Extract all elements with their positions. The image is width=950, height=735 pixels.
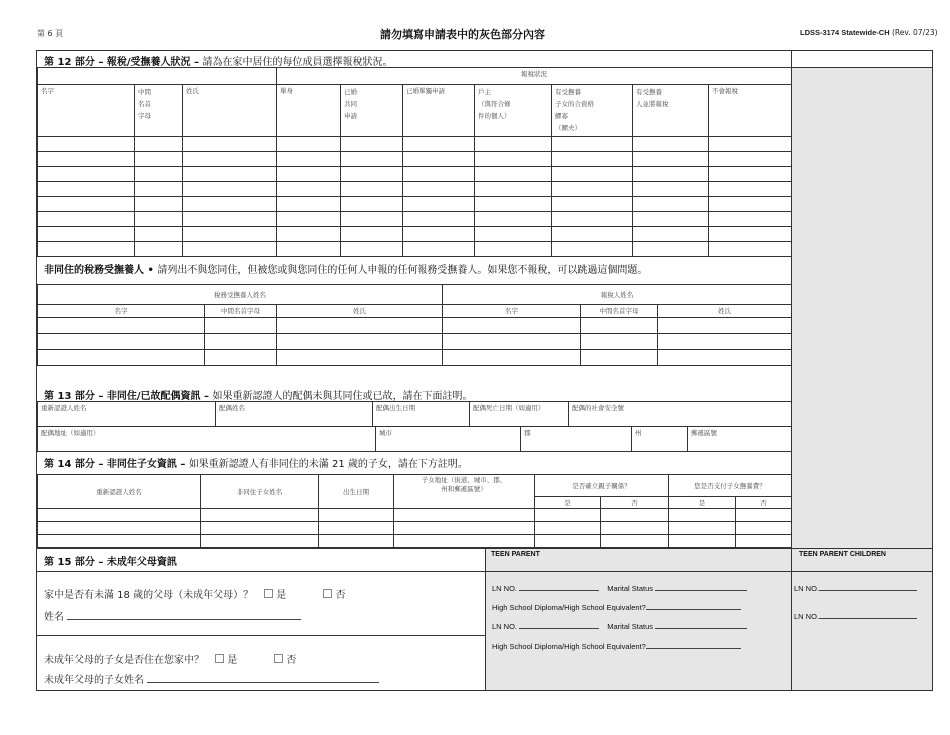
col-will-not-file: 不會報稅 [709, 85, 792, 137]
nonresident-instruction: 請列出不與您同住，但被您或與您同住的任何人申報的任何報務受撫養人。如果您不報稅，可以跳過這個問題。 [157, 265, 648, 276]
col-child-name: 非同住子女姓名 [201, 475, 319, 509]
col-middle-initial: 中間 名首 字母 [135, 85, 183, 137]
form-border [36, 50, 933, 691]
col-child-address: 子女地址（街道、城市、郡、 州和郵遞區號） [394, 475, 535, 509]
tp-hs-label-1: High School Diploma/High School Equivalent? [492, 603, 646, 612]
paternity-no: 否 [601, 497, 669, 509]
dependent-name-group: 稅務受撫養人姓名 [38, 285, 443, 305]
spouse-dod-field[interactable]: 配偶死亡日期（如適用） [470, 402, 569, 427]
col-head-of-household: 戶主 （與符合條 件的個人） [475, 85, 552, 137]
col-married-joint: 已婚 共同 申請 [341, 85, 403, 137]
form-code: LDSS-3174 Statewide-CH [800, 28, 890, 37]
section15-header: 第 15 部分 – 未成年父母資訊 [44, 557, 177, 568]
spouse-zip-field[interactable]: 郵遞區號 [688, 427, 792, 452]
dep-last-name: 姓氏 [277, 305, 443, 318]
spouse-state-field[interactable]: 州 [632, 427, 688, 452]
tpc-ln-label-1: LN NO. [794, 584, 820, 593]
col-recertifier-name: 重新認證人姓名 [38, 475, 201, 509]
col-child-dob: 出生日期 [319, 475, 394, 509]
teen-parent-header: TEEN PARENT [491, 551, 540, 558]
tpc-ln-label-2: LN NO. [794, 612, 820, 621]
filer-first-name: 名字 [443, 305, 581, 318]
q2-yes-label: 是 [227, 655, 238, 666]
support-yes: 是 [669, 497, 736, 509]
col-child-support: 您是否支付子女撫養費？ [669, 475, 792, 497]
recertifier-name-field[interactable]: 重新認證人姓名 [38, 402, 216, 427]
section13-title: 第 13 部分 – 非同住/已故配偶資訊 – [44, 391, 209, 402]
filer-name-group: 報稅人姓名 [443, 285, 792, 305]
filer-middle-initial: 中間名首字母 [581, 305, 658, 318]
tp-marital-label-2: Marital Status [607, 622, 654, 631]
section13-instruction: 如果重新認證人的配偶未與其同住或已故，請在下面註明。 [212, 391, 473, 402]
paternity-yes: 是 [535, 497, 601, 509]
col-last-name: 姓氏 [183, 85, 277, 137]
q1-text: 家中是否有未滿 18 歲的父母（未成年父母）？ [44, 590, 254, 601]
col-single: 單身 [277, 85, 341, 137]
spouse-county-field[interactable]: 郡 [521, 427, 632, 452]
section14-instruction: 如果重新認證人有非同住的未滿 21 歲的子女，請在下方註明。 [188, 459, 468, 470]
tp-ln-label-1: LN NO. [492, 584, 518, 593]
dep-middle-initial: 中間名首字母 [205, 305, 277, 318]
tp-ln-label-2: LN NO. [492, 622, 518, 631]
q1-no-label: 否 [335, 590, 346, 601]
col-file-with-dependents: 有受撫養 人並將報稅 [633, 85, 709, 137]
spouse-city-field[interactable]: 城市 [376, 427, 521, 452]
page-title: 請勿填寫申請表中的灰色部分內容 [380, 28, 545, 41]
spouse-address-field[interactable]: 配偶地址（如適用） [38, 427, 376, 452]
page-number: 第 6 頁 [37, 29, 64, 38]
col-married-separate: 已婚單獨申請 [403, 85, 475, 137]
form-id [800, 28, 938, 37]
tp-hs-label-2: High School Diploma/High School Equivalent? [492, 642, 646, 651]
spouse-dob-field[interactable]: 配偶出生日期 [373, 402, 470, 427]
form-rev: (Rev. 07/23) [892, 28, 938, 37]
q1-name-label: 姓名 [44, 612, 64, 623]
q2-text: 未成年父母的子女是否住在您家中？ [44, 655, 204, 666]
filer-last-name: 姓氏 [658, 305, 792, 318]
dep-first-name: 名字 [38, 305, 205, 318]
tax-status-header: 報稅狀況 [277, 68, 792, 85]
col-paternity: 是否確立親子關係？ [535, 475, 669, 497]
teen-parent-children-header: TEEN PARENT CHILDREN [799, 551, 886, 558]
q2-name-label: 未成年父母的子女姓名 [44, 675, 144, 686]
support-no: 否 [736, 497, 792, 509]
spouse-ssn-field[interactable]: 配偶的社會安全號 [569, 402, 792, 427]
q1-yes-label: 是 [276, 590, 287, 601]
col-qualifying-widow: 有受撫養 子女的合資格 鰥寡 （鰥夫） [552, 85, 633, 137]
section14-title: 第 14 部分 – 非同住子女資訊 – [44, 459, 186, 470]
q2-no-label: 否 [286, 655, 297, 666]
section12-instruction: 請為在家中居住的每位成員選擇報稅狀況。 [202, 57, 393, 68]
section12-title: 第 12 部分 – 報稅/受撫養人狀況 – [44, 57, 199, 68]
col-first-name: 名字 [38, 85, 135, 137]
nonresident-title: 非同住的稅務受撫養人 • [44, 265, 154, 276]
spouse-name-field[interactable]: 配偶姓名 [216, 402, 373, 427]
tp-marital-label-1: Marital Status [607, 584, 654, 593]
